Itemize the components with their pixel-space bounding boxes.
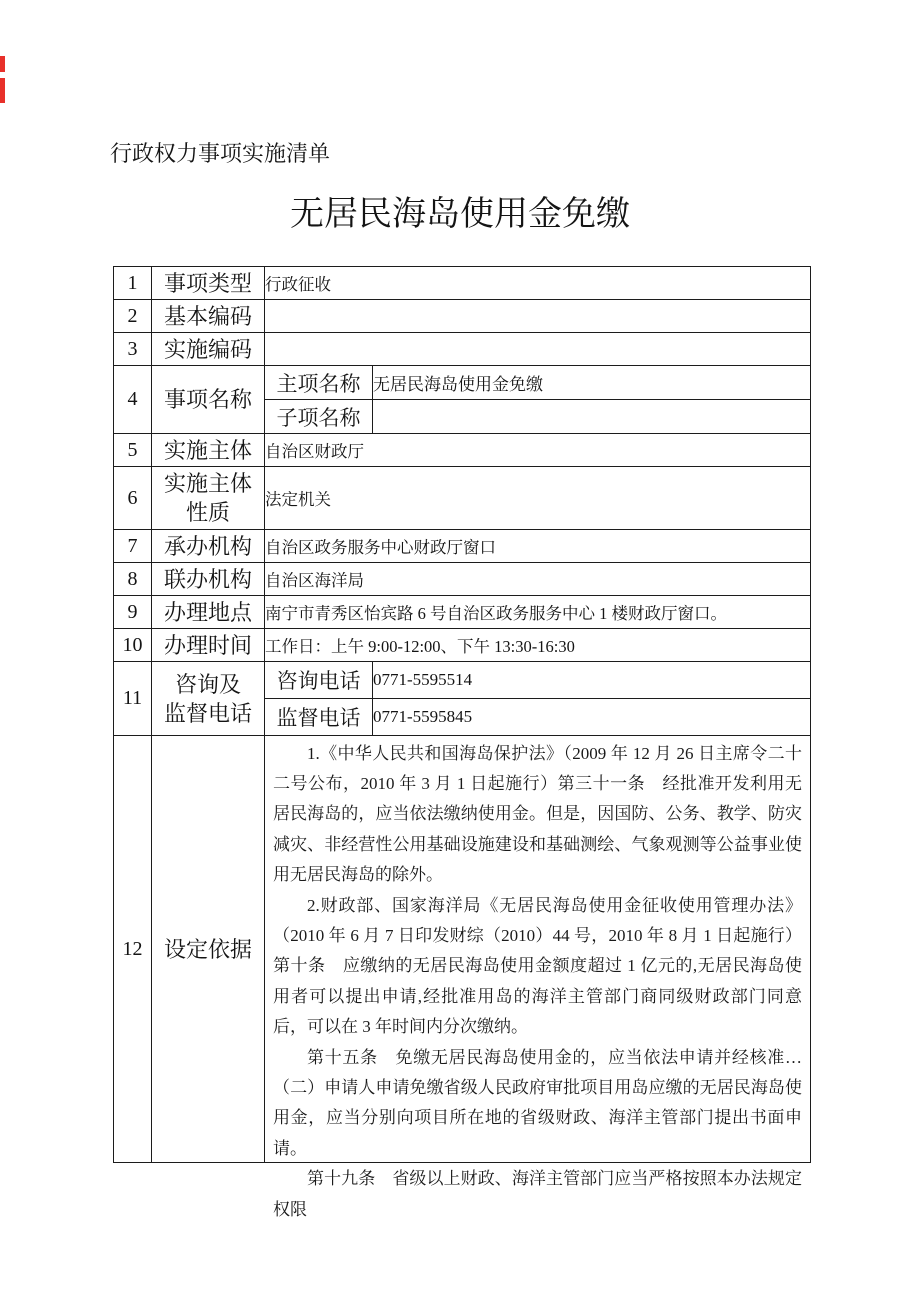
table-row-handling-agency: [114, 530, 811, 563]
row-label-line2: 监督电话: [163, 700, 252, 726]
table-row-matter-type: [114, 267, 811, 300]
row-number: 3: [114, 333, 152, 366]
row-label: 事项类型: [152, 267, 265, 300]
table-row-matter-name-main: [114, 366, 811, 400]
row-label-line1: 实施主体: [163, 471, 252, 496]
supervise-phone-value: 0771-5595845: [373, 699, 811, 736]
row-label: 事项名称: [152, 366, 265, 434]
row-number: 4: [114, 366, 152, 434]
doc-heading: 行政权力事项实施清单: [110, 141, 331, 166]
legal-paragraph: 1.《中华人民共和国海岛保护法》（2009 年 12 月 26 日主席令二十二号公布，2010 年 3 月 1 日起施行）第三十一条 经批准开发利用无居民海岛的，应当依法缴纳使用金。但是，因国防、公务、教学、防灾减灾、非经营性公用基础设施建设和基础测绘、气象观测等公益事业使用无居民海岛的除外。: [273, 743, 802, 885]
row-label-line1: 咨询及: [174, 671, 241, 697]
table-row-joint-agency: [114, 563, 811, 596]
row-number: 5: [114, 434, 152, 467]
table-row-hours: [114, 629, 811, 662]
row-value: 工作日：上午 9:00-12:00、下午 13:30-16:30: [265, 629, 811, 662]
page-title: 无居民海岛使用金免缴: [290, 196, 630, 233]
row-label: [152, 467, 265, 530]
row-label: 联办机构: [152, 563, 265, 596]
row-number: 11: [114, 662, 152, 736]
legal-paragraph: 第十五条 免缴无居民海岛使用金的，应当依法申请并经核准…（二）申请人申请免缴省级人民政府审批项目用岛应缴的无居民海岛使用金，应当分别向项目所在地的省级财政、海洋主管部门提出书面申请。: [273, 1047, 802, 1158]
table-row-subject-nature: [114, 467, 811, 530]
row-number: 10: [114, 629, 152, 662]
sub-row-value: [373, 400, 811, 434]
implementation-list-table: [113, 266, 811, 1219]
row-number: 6: [114, 467, 152, 530]
row-value: 自治区财政厅: [265, 434, 811, 467]
sub-row-label: 咨询电话: [265, 662, 373, 699]
sub-row-label: 子项名称: [265, 400, 373, 434]
row-value: 法定机关: [265, 467, 811, 530]
row-label: [152, 662, 265, 736]
sub-row-label: 监督电话: [265, 699, 373, 736]
row-label: 办理地点: [152, 596, 265, 629]
row-label: 设定依据: [152, 736, 265, 1163]
row-value: 南宁市青秀区怡宾路 6 号自治区政务服务中心 1 楼财政厅窗口。: [265, 596, 811, 629]
table-row-impl-subject: [114, 434, 811, 467]
table-row-setting-basis: [114, 736, 811, 1163]
row-value: 自治区政务服务中心财政厅窗口: [265, 530, 811, 563]
sub-row-value: 无居民海岛使用金免缴: [373, 366, 811, 400]
row-number: 2: [114, 300, 152, 333]
red-edit-mark: [0, 78, 5, 103]
row-value: [265, 300, 811, 333]
legal-paragraph: 第十九条 省级以上财政、海洋主管部门应当严格按照本办法规定权限: [273, 1169, 802, 1219]
row-label: 办理时间: [152, 629, 265, 662]
legal-basis-cell: [265, 736, 811, 1219]
legal-paragraph: 2.财政部、国家海洋局《无居民海岛使用金征收使用管理办法》（2010 年 6 月 7 日印发财综（2010）44 号，2010 年 8 月 1 日起施行）第十条 应缴纳的无居民海岛使用金额度超过 1 亿元的,无居民海岛使用者可以提出申请,经批准用岛的海洋主管部门商同级财政部门同意后，可以在 3 年时间内分次缴纳。: [273, 895, 802, 1037]
red-edit-mark: [0, 56, 5, 72]
table-row-location: [114, 596, 811, 629]
legal-basis-text: [265, 738, 810, 1219]
row-value: 自治区海洋局: [265, 563, 811, 596]
row-number: 1: [114, 267, 152, 300]
row-label: 实施主体: [152, 434, 265, 467]
row-number: 12: [114, 736, 152, 1163]
row-label: 实施编码: [152, 333, 265, 366]
row-label-line2: 性质: [185, 500, 230, 525]
row-label: 承办机构: [152, 530, 265, 563]
row-number: 9: [114, 596, 152, 629]
row-number: 7: [114, 530, 152, 563]
row-label: 基本编码: [152, 300, 265, 333]
table-row-basic-code: [114, 300, 811, 333]
row-value: [265, 333, 811, 366]
row-number: 8: [114, 563, 152, 596]
table-row-impl-code: [114, 333, 811, 366]
sub-row-label: 主项名称: [265, 366, 373, 400]
row-value: 行政征收: [265, 267, 811, 300]
consult-phone-value: 0771-5595514: [373, 662, 811, 699]
table-row-consult-phone: [114, 662, 811, 699]
